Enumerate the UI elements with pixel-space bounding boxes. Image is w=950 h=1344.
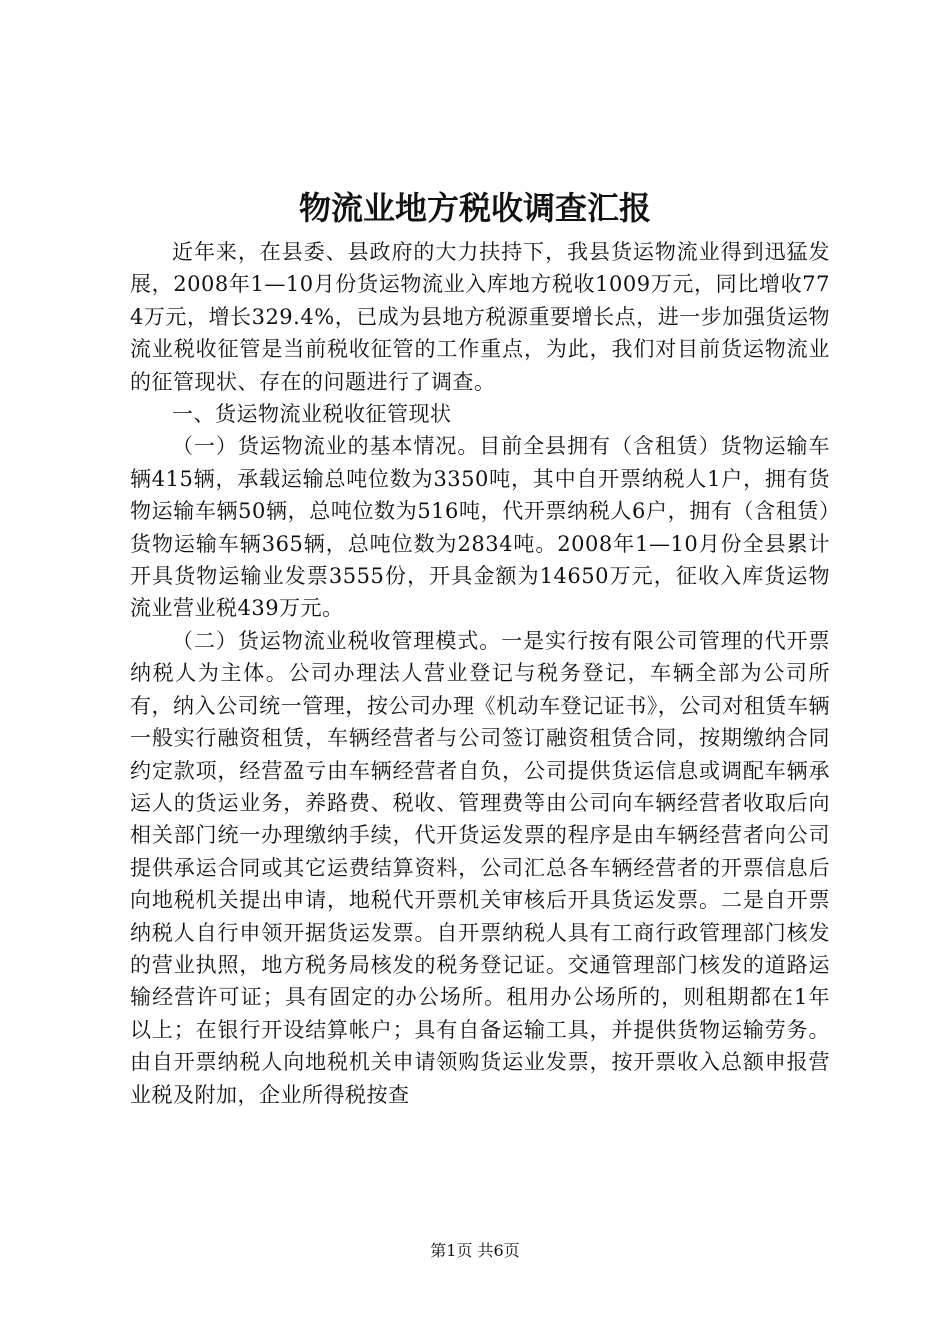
subsection-paragraph-1: （一）货运物流业的基本情况。目前全县拥有（含租赁）货物运输车辆415辆，承载运输总吨位数为3350吨，其中自开票纳税人1户，拥有货物运输车辆50辆，总吨位数为516吨，代开票纳税人6户，拥有（含租赁）货物运输车辆365辆，总吨位数为2834吨。2008年1—10月份全县累计开具货物运输业发票3555份，开具金额为14650万元，征收入库货运物流业营业税439万元。 xyxy=(130,434,830,621)
document-title: 物流业地方税收调查汇报 xyxy=(298,189,651,227)
document-body xyxy=(130,236,830,1111)
intro-paragraph: 近年来，在县委、县政府的大力扶持下，我县货运物流业得到迅猛发展，2008年1—10月份货运物流业入库地方税收1009万元，同比增收774万元，增长329.4%，已成为县地方税源重要增长点，进一步加强货运物流业税收征管是当前税收征管的工作重点，为此，我们对目前货运物流业的征管现状、存在的问题进行了调查。 xyxy=(130,240,830,394)
page-footer: 第1页 共6页 xyxy=(430,1241,520,1260)
subsection-paragraph-2: （二）货运物流业税收管理模式。一是实行按有限公司管理的代开票纳税人为主体。公司办理法人营业登记与税务登记，车辆全部为公司所有，纳入公司统一管理，按公司办理《机动车登记证书》，公司对租赁车辆一般实行融资租赁，车辆经营者与公司签订融资租赁合同，按期缴纳合同约定款项，经营盈亏由车辆经营者自负，公司提供货运信息或调配车辆承运人的货运业务，养路费、税收、管理费等由公司向车辆经营者收取后向相关部门统一办理缴纳手续，代开货运发票的程序是由车辆经营者向公司提供承运合同或其它运费结算资料，公司汇总各车辆经营者的开票信息后向地税机关提出申请，地税代开票机关审核后开具货运发票。二是自开票纳税人自行申领开据货运发票。自开票纳税人具有工商行政管理部门核发的营业执照，地方税务局核发的税务登记证。交通管理部门核发的道路运输经营许可证；具有固定的办公场所。租用办公场所的，则租期都在1年以上；在银行开设结算帐户；具有自备运输工具，并提供货物运输劳务。由自开票纳税人向地税机关申请领购货运业发票，按开票收入总额申报营业税及附加，企业所得税按查 xyxy=(130,628,830,1107)
section-heading: 一、货运物流业税收征管现状 xyxy=(172,402,452,427)
